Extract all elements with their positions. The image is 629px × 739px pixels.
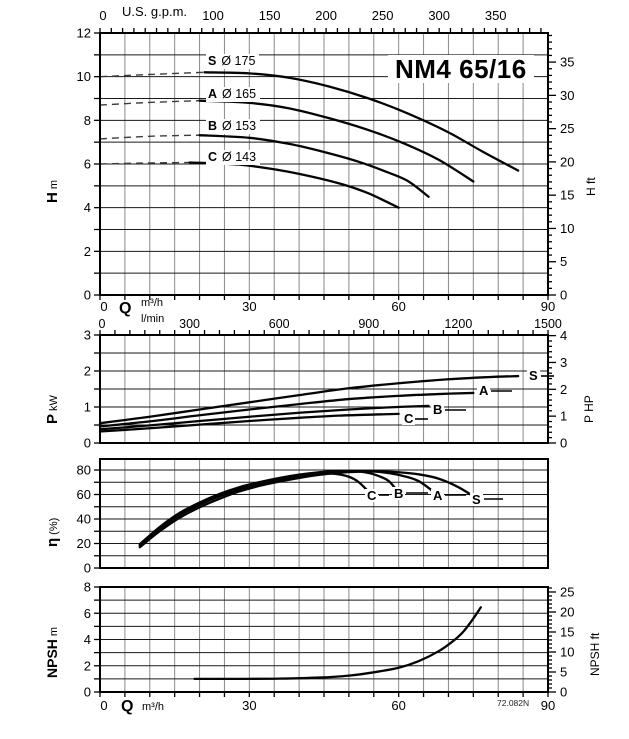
y2-tick-label: 2 (560, 381, 568, 397)
y-tick-label: 2 (83, 658, 91, 674)
p-hp-axis-label: P HP (582, 395, 596, 423)
y2-tick-label: 5 (560, 254, 568, 270)
h-ft-axis-label: H ft (584, 177, 598, 196)
y-tick-label: 80 (76, 462, 91, 478)
lmin-tick-label: 1500 (534, 317, 562, 331)
curve-label-C (206, 150, 260, 165)
y2-tick-label: 25 (560, 584, 575, 600)
y-tick-label: 40 (76, 511, 91, 527)
y-tick-label: 8 (83, 112, 91, 128)
gpm-tick-label: 0 (99, 8, 107, 23)
x-tick-label: 0 (100, 698, 108, 713)
y-tick-label: 6 (83, 156, 91, 172)
x-tick-label: 60 (391, 299, 406, 314)
gpm-tick-label: 150 (258, 8, 281, 23)
curve-diameter: Ø 143 (222, 150, 257, 164)
npsh-axis-unit: m (48, 626, 60, 637)
curve-label-S (206, 54, 259, 69)
lmin-tick-label: 1200 (444, 317, 473, 331)
y2-tick-label: 15 (560, 187, 575, 203)
y-tick-label: 8 (83, 579, 91, 595)
eta-axis-symbol: η (44, 537, 61, 547)
y2-tick-label: 4 (560, 328, 568, 344)
y2-tick-label: 5 (560, 664, 568, 680)
h-axis-unit: m (48, 179, 60, 190)
npsh-ft-axis-label: NPSH ft (588, 632, 602, 676)
gpm-tick-label: 300 (428, 8, 451, 23)
npsh-axis-symbol: NPSH (44, 639, 60, 678)
npsh-axis-label (45, 627, 60, 678)
y-tick-label: 3 (83, 327, 91, 343)
eta-axis-unit: (%) (48, 517, 60, 535)
y2-tick-label: 15 (560, 624, 575, 640)
eff-label-C: C (367, 488, 377, 503)
curve-label-B (206, 119, 260, 134)
curve-B (200, 135, 429, 197)
lmin-tick-label: 600 (268, 317, 290, 331)
curve-letter: B (208, 119, 218, 133)
y-tick-label: 0 (83, 684, 91, 700)
y-tick-label: 10 (76, 69, 91, 85)
x-tick-label: 30 (242, 698, 257, 713)
h-axis-symbol: H (44, 192, 61, 203)
curve-letter: C (208, 150, 218, 164)
power-label-B: B (433, 402, 443, 417)
lmin-tick-label: 900 (358, 317, 380, 331)
y2-tick-label: 25 (560, 121, 575, 137)
gpm-tick-label: 250 (371, 8, 394, 23)
p-axis-unit: kW (48, 395, 60, 411)
x-tick-label: 60 (391, 698, 406, 713)
q-axis-unit-lmin: l/min (141, 313, 165, 325)
y-tick-label: 12 (76, 25, 91, 41)
curve-C (190, 162, 399, 207)
h-axis-label (45, 180, 60, 203)
eta-axis-label (45, 518, 60, 547)
q-axis-symbol-bottom: Q (121, 698, 134, 715)
lmin-tick-label: 300 (179, 317, 201, 331)
y2-tick-label: 30 (560, 87, 575, 103)
y-tick-label: 60 (76, 487, 91, 503)
p-axis-symbol: P (44, 413, 61, 424)
eff-label-S: S (472, 492, 481, 507)
eff-label-B: B (394, 486, 404, 501)
q-axis-unit-bottom: m³/h (142, 701, 164, 713)
y-tick-label: 20 (76, 536, 91, 552)
curve-letter: A (208, 87, 218, 101)
gpm-tick-label: 350 (484, 8, 507, 23)
power-label-A: A (479, 383, 489, 398)
y2-tick-label: 20 (560, 154, 575, 170)
y2-tick-label: 3 (560, 354, 568, 370)
y2-tick-label: 1 (560, 408, 568, 424)
y2-tick-label: 0 (560, 435, 568, 451)
y2-tick-label: 10 (560, 220, 575, 236)
y-tick-label: 2 (83, 243, 91, 259)
gpm-tick-label: 100 (202, 8, 224, 23)
curve-diameter: Ø 153 (222, 119, 257, 133)
y-tick-label: 2 (83, 363, 91, 379)
q-axis-symbol: Q (119, 300, 132, 317)
page-title: NM4 65/16 (388, 55, 534, 83)
x-tick-label: 90 (540, 698, 556, 713)
lmin-tick-label: 0 (98, 317, 106, 331)
y2-tick-label: 10 (560, 644, 575, 660)
x-tick-label: 0 (100, 299, 108, 314)
curve-NPSH (195, 607, 481, 679)
x-tick-label: 90 (540, 299, 556, 314)
y2-tick-label: 35 (560, 54, 575, 70)
y-tick-label: 1 (83, 399, 91, 415)
y-tick-label: 6 (83, 605, 91, 621)
y2-tick-label: 0 (560, 287, 568, 303)
curve-A (200, 101, 474, 182)
y-tick-label: 4 (83, 632, 91, 647)
curve-S-dashed (100, 72, 205, 76)
curve-label-A (206, 87, 260, 102)
power-label-S: S (529, 368, 538, 383)
y-tick-label: 0 (83, 287, 91, 303)
y-tick-label: 0 (83, 560, 91, 576)
curve-diameter: Ø 175 (221, 54, 256, 68)
top-axis-title: U.S. g.p.m. (122, 4, 188, 19)
drawing-code: 72.082N (497, 698, 530, 708)
power-label-C: C (404, 411, 414, 426)
y-tick-label: 0 (83, 435, 91, 451)
x-tick-label: 30 (242, 299, 257, 314)
eff-label-A: A (433, 488, 443, 503)
gpm-tick-label: 200 (315, 8, 337, 23)
p-axis-label (45, 395, 60, 424)
curve-diameter: Ø 165 (222, 87, 257, 101)
q-axis-unit-m3h: m³/h (141, 297, 163, 309)
y-tick-label: 4 (83, 200, 91, 216)
y2-tick-label: 20 (560, 604, 575, 620)
y2-tick-label: 0 (560, 684, 568, 700)
curve-letter: S (208, 54, 217, 68)
